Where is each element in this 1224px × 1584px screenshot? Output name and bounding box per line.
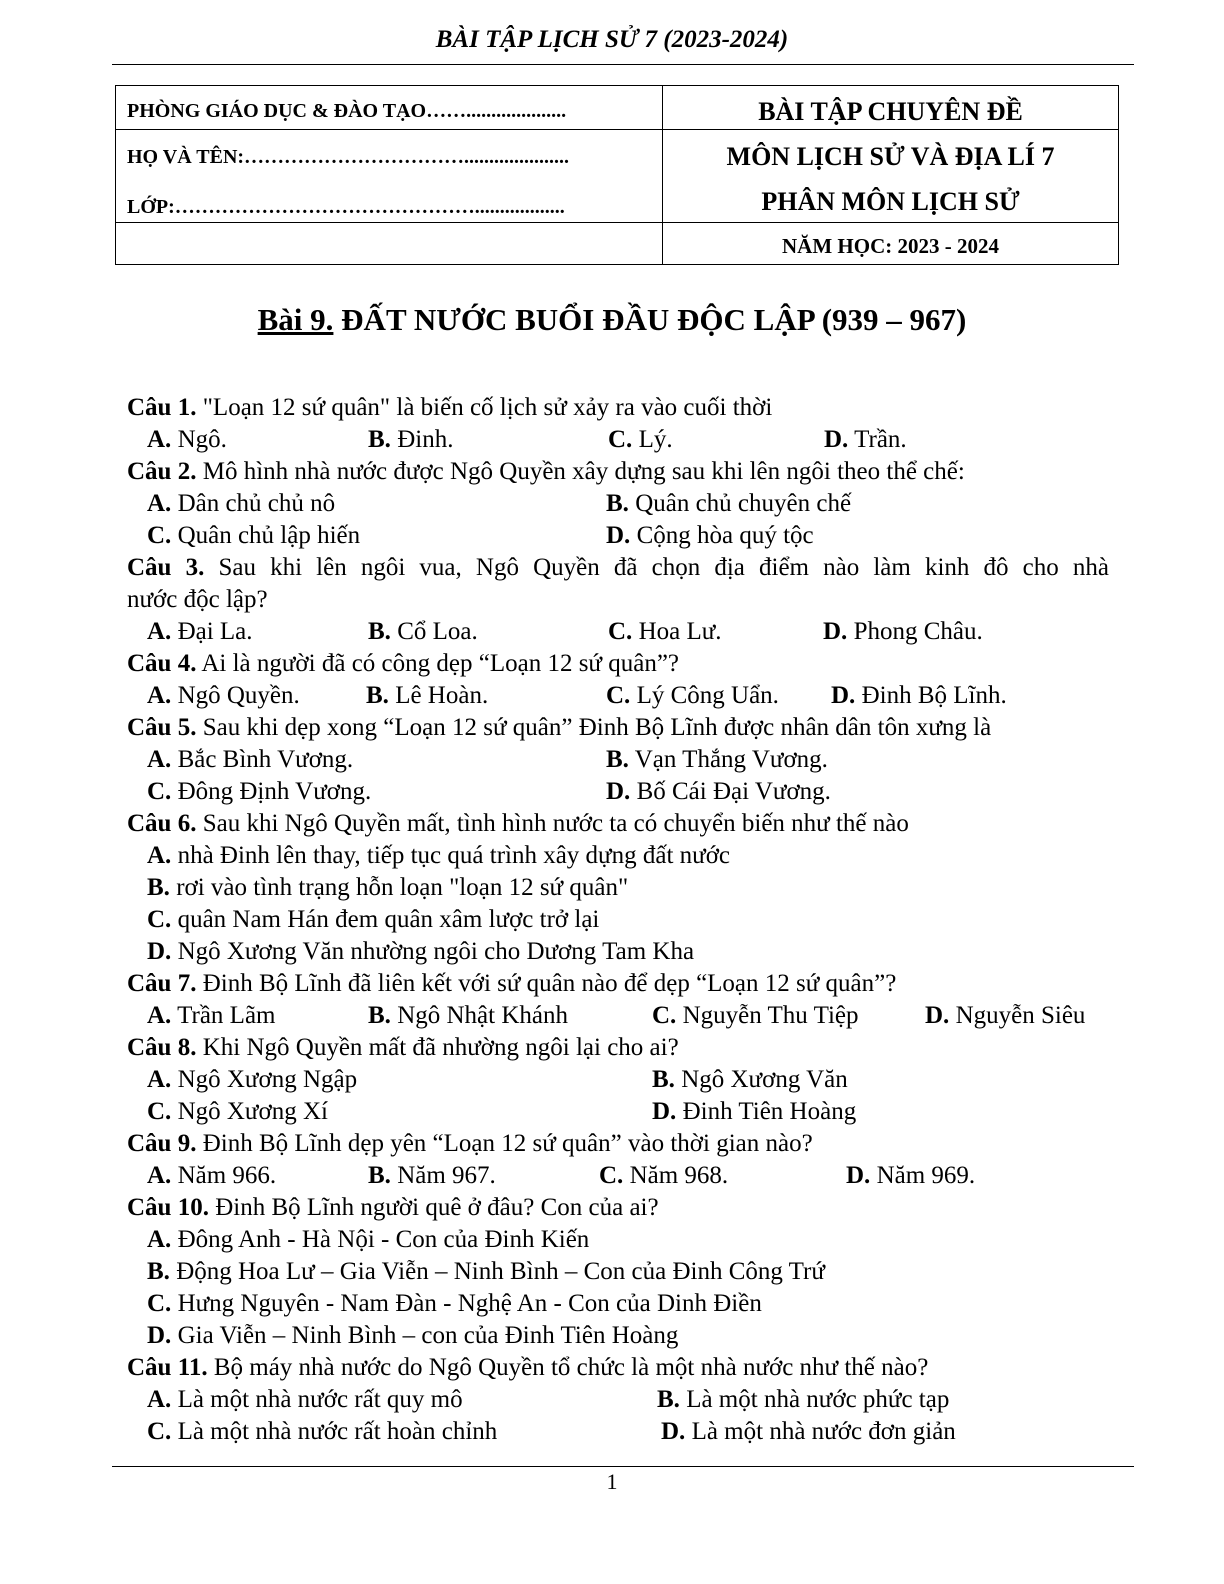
option-text: Ngô Xương Văn xyxy=(674,1066,848,1093)
option-label: A. xyxy=(147,426,172,453)
question-text: Khi Ngô Quyền mất đã nhường ngôi lại cho ai? xyxy=(196,1034,679,1061)
option-a xyxy=(147,1384,463,1416)
option-text: Là một nhà nước đơn giản xyxy=(685,1418,956,1445)
option-c xyxy=(606,680,779,712)
option-text: Năm 967. xyxy=(390,1162,496,1189)
option-label: D. xyxy=(831,682,856,709)
option-text: Đông Anh - Hà Nội - Con của Đinh Kiến xyxy=(171,1226,590,1253)
option-text: Vạn Thắng Vương. xyxy=(628,746,828,773)
option-b xyxy=(368,616,478,648)
option-d xyxy=(823,616,983,648)
option-text: Là một nhà nước rất quy mô xyxy=(171,1386,463,1413)
question-text: Đinh Bộ Lĩnh đã liên kết với sứ quân nào để dẹp “Loạn 12 sứ quân”? xyxy=(196,970,897,997)
subject-title: MÔN LỊCH SỬ VÀ ĐỊA LÍ 7 xyxy=(726,142,1055,171)
question-3-continued: nước độc lập? xyxy=(127,586,268,613)
option-text: Quân chủ lập hiến xyxy=(171,522,361,549)
option-label: B. xyxy=(368,1162,391,1189)
option-text: Nguyễn Siêu xyxy=(949,1002,1086,1029)
question-text: Sau khi Ngô Quyền mất, tình hình nước ta có chuyển biến như thế nào xyxy=(196,810,909,837)
option-b xyxy=(652,1064,848,1096)
option-text: Đinh Tiên Hoàng xyxy=(676,1098,857,1125)
option-b xyxy=(657,1384,949,1416)
question-label: Câu 9. xyxy=(127,1130,197,1157)
option-label: A. xyxy=(147,1226,172,1253)
option-b xyxy=(606,488,851,520)
option-text: quân Nam Hán đem quân xâm lược trở lại xyxy=(171,906,600,933)
option-label: B. xyxy=(366,682,389,709)
option-label: D. xyxy=(824,426,849,453)
option-b xyxy=(147,1256,825,1288)
option-b xyxy=(368,1000,568,1032)
option-a xyxy=(147,1000,276,1032)
option-text: Bắc Bình Vương. xyxy=(171,746,354,773)
class-field: LỚP:……………………………………….................. xyxy=(127,196,565,218)
option-text: Ngô Xương Ngập xyxy=(171,1066,358,1093)
question-1 xyxy=(127,392,772,424)
student-name-field: HỌ VÀ TÊN:……………………………..................... xyxy=(127,146,570,168)
option-b xyxy=(147,872,628,904)
question-6 xyxy=(127,808,909,840)
question-label: Câu 10. xyxy=(127,1194,209,1221)
option-d xyxy=(925,1000,1085,1032)
option-label: A. xyxy=(147,1066,172,1093)
table-row-divider xyxy=(116,129,662,130)
option-text: Ngô. xyxy=(171,426,227,453)
option-text: Lê Hoàn. xyxy=(388,682,489,709)
option-text: Ngô Xương Văn nhường ngôi cho Dương Tam Kha xyxy=(171,938,695,965)
option-text: rơi vào tình trạng hỗn loạn "loạn 12 sứ quân" xyxy=(169,874,629,901)
option-label: D. xyxy=(652,1098,677,1125)
option-label: D. xyxy=(661,1418,686,1445)
option-label: B. xyxy=(368,618,391,645)
option-a xyxy=(147,1224,589,1256)
lesson-name: ĐẤT NƯỚC BUỔI ĐẦU ĐỘC LẬP (939 – 967) xyxy=(341,302,967,337)
question-label: Câu 7. xyxy=(127,970,197,997)
question-2 xyxy=(127,456,965,488)
option-d xyxy=(661,1416,956,1448)
option-label: D. xyxy=(606,522,631,549)
option-text: Phong Châu. xyxy=(847,618,983,645)
question-text: Bộ máy nhà nước do Ngô Quyền tổ chức là một nhà nước như thế nào? xyxy=(207,1354,929,1381)
option-text: Bố Cái Đại Vương. xyxy=(630,778,831,805)
option-text: Ngô Xương Xí xyxy=(171,1098,328,1125)
option-b xyxy=(606,744,828,776)
question-text: "Loạn 12 sứ quân" là biến cố lịch sử xảy ra vào cuối thời xyxy=(196,394,773,421)
option-c xyxy=(147,520,360,552)
option-text: Năm 969. xyxy=(870,1162,976,1189)
question-label: Câu 4. xyxy=(127,650,197,677)
option-text: Lý. xyxy=(632,426,673,453)
option-text: Ngô Quyền. xyxy=(171,682,300,709)
option-c xyxy=(147,776,371,808)
option-label: A. xyxy=(147,842,172,869)
lesson-number: Bài 9. xyxy=(257,302,334,337)
option-label: A. xyxy=(147,618,172,645)
option-text: Lý Công Uẩn. xyxy=(630,682,779,709)
option-text: Là một nhà nước phức tạp xyxy=(679,1386,950,1413)
question-text: Ai là người đã có công dẹp “Loạn 12 sứ quân”? xyxy=(196,650,680,677)
option-c xyxy=(608,616,722,648)
question-label: Câu 8. xyxy=(127,1034,197,1061)
question-label: Câu 5. xyxy=(127,714,197,741)
header-divider xyxy=(112,64,1134,65)
option-label: B. xyxy=(368,1002,391,1029)
option-a xyxy=(147,680,300,712)
option-label: D. xyxy=(846,1162,871,1189)
option-label: A. xyxy=(147,490,172,517)
option-label: B. xyxy=(652,1066,675,1093)
option-label: A. xyxy=(147,682,172,709)
department-field: PHÒNG GIÁO DỤC & ĐÀO TẠO…….................... xyxy=(127,100,567,122)
option-text: Năm 966. xyxy=(171,1162,277,1189)
option-label: C. xyxy=(608,618,633,645)
option-c xyxy=(608,424,673,456)
question-text: Đinh Bộ Lĩnh người quê ở đâu? Con của ai? xyxy=(208,1194,659,1221)
lesson-title xyxy=(0,302,1224,338)
option-c xyxy=(147,1288,762,1320)
option-label: C. xyxy=(147,1418,172,1445)
option-label: B. xyxy=(147,1258,170,1285)
option-text: Quân chủ chuyên chế xyxy=(628,490,852,517)
option-text: Hưng Nguyên - Nam Đàn - Nghệ An - Con của Dinh Điền xyxy=(171,1290,762,1317)
option-label: C. xyxy=(147,778,172,805)
option-text: Đinh Bộ Lĩnh. xyxy=(855,682,1007,709)
option-text: Dân chủ chủ nô xyxy=(171,490,336,517)
option-c xyxy=(147,1096,328,1128)
option-c xyxy=(147,1416,497,1448)
option-b xyxy=(368,1160,496,1192)
option-a xyxy=(147,616,253,648)
option-label: C. xyxy=(608,426,633,453)
question-7 xyxy=(127,968,896,1000)
question-label: Câu 3. xyxy=(127,554,205,581)
question-10 xyxy=(127,1192,659,1224)
question-label: Câu 1. xyxy=(127,394,197,421)
option-text: Đại La. xyxy=(171,618,253,645)
option-label: D. xyxy=(606,778,631,805)
option-c xyxy=(147,904,599,936)
option-label: A. xyxy=(147,1162,172,1189)
option-label: C. xyxy=(147,906,172,933)
question-text: Đinh Bộ Lĩnh dẹp yên “Loạn 12 sứ quân” vào thời gian nào? xyxy=(196,1130,813,1157)
option-d xyxy=(824,424,907,456)
option-d xyxy=(831,680,1007,712)
option-label: B. xyxy=(657,1386,680,1413)
page-number: 1 xyxy=(606,1469,618,1494)
option-c xyxy=(599,1160,728,1192)
option-a xyxy=(147,744,353,776)
option-b xyxy=(368,424,453,456)
question-label: Câu 2. xyxy=(127,458,197,485)
option-d xyxy=(147,936,694,968)
question-label: Câu 6. xyxy=(127,810,197,837)
option-label: A. xyxy=(147,746,172,773)
option-label: D. xyxy=(823,618,848,645)
option-label: C. xyxy=(652,1002,677,1029)
option-text: Cộng hòa quý tộc xyxy=(630,522,814,549)
option-label: B. xyxy=(368,426,391,453)
option-label: D. xyxy=(147,1322,172,1349)
option-label: C. xyxy=(147,1290,172,1317)
option-text: Nguyễn Thu Tiệp xyxy=(676,1002,859,1029)
info-table xyxy=(115,85,1119,265)
question-11 xyxy=(127,1352,928,1384)
question-text: Sau khi dẹp xong “Loạn 12 sứ quân” Đinh Bộ Lĩnh được nhân dân tôn xưng là xyxy=(196,714,992,741)
option-d xyxy=(606,520,814,552)
option-a xyxy=(147,1064,357,1096)
option-d xyxy=(606,776,831,808)
option-text: Ngô Nhật Khánh xyxy=(390,1002,568,1029)
option-text: Là một nhà nước rất hoàn chỉnh xyxy=(171,1418,498,1445)
option-label: C. xyxy=(147,522,172,549)
option-b xyxy=(366,680,488,712)
option-label: C. xyxy=(599,1162,624,1189)
option-c xyxy=(652,1000,859,1032)
sub-subject-title: PHÂN MÔN LỊCH SỬ xyxy=(761,187,1020,216)
option-text: Đinh. xyxy=(390,426,454,453)
option-text: Trần. xyxy=(848,426,907,453)
question-3 xyxy=(127,552,1109,584)
option-label: A. xyxy=(147,1002,172,1029)
option-text: Năm 968. xyxy=(623,1162,729,1189)
header-title: BÀI TẬP LỊCH SỬ 7 (2023-2024) xyxy=(435,26,789,53)
table-row-divider xyxy=(662,129,1118,130)
option-d xyxy=(846,1160,975,1192)
question-9 xyxy=(127,1128,813,1160)
option-label: B. xyxy=(606,746,629,773)
option-text: Đông Định Vương. xyxy=(171,778,372,805)
option-text: Động Hoa Lư – Gia Viễn – Ninh Bình – Con của Đinh Công Trứ xyxy=(169,1258,825,1285)
option-text: nhà Đinh lên thay, tiếp tục quá trình xây dựng đất nước xyxy=(171,842,731,869)
option-text: Hoa Lư. xyxy=(632,618,722,645)
option-label: D. xyxy=(147,938,172,965)
question-text: Sau khi lên ngôi vua, Ngô Quyền đã chọn địa điểm nào làm kinh đô cho nhà xyxy=(204,554,1109,581)
option-a xyxy=(147,488,335,520)
question-5 xyxy=(127,712,991,744)
option-text: Cổ Loa. xyxy=(390,618,478,645)
option-a xyxy=(147,1160,276,1192)
option-label: D. xyxy=(925,1002,950,1029)
option-text: Trần Lãm xyxy=(171,1002,276,1029)
question-text: Mô hình nhà nước được Ngô Quyền xây dựng sau khi lên ngôi theo thể chế: xyxy=(196,458,965,485)
option-label: C. xyxy=(606,682,631,709)
option-label: C. xyxy=(147,1098,172,1125)
question-8 xyxy=(127,1032,679,1064)
footer-divider xyxy=(112,1466,1134,1467)
question-4 xyxy=(127,648,679,680)
option-text: Gia Viễn – Ninh Bình – con của Đinh Tiên Hoàng xyxy=(171,1322,679,1349)
option-label: B. xyxy=(606,490,629,517)
option-label: A. xyxy=(147,1386,172,1413)
question-label: Câu 11. xyxy=(127,1354,208,1381)
table-row-divider xyxy=(116,222,1118,223)
option-label: B. xyxy=(147,874,170,901)
worksheet-title: BÀI TẬP CHUYÊN ĐỀ xyxy=(758,97,1023,126)
option-a xyxy=(147,840,730,872)
option-a xyxy=(147,424,227,456)
option-d xyxy=(147,1320,678,1352)
option-d xyxy=(652,1096,856,1128)
school-year: NĂM HỌC: 2023 - 2024 xyxy=(782,234,999,258)
